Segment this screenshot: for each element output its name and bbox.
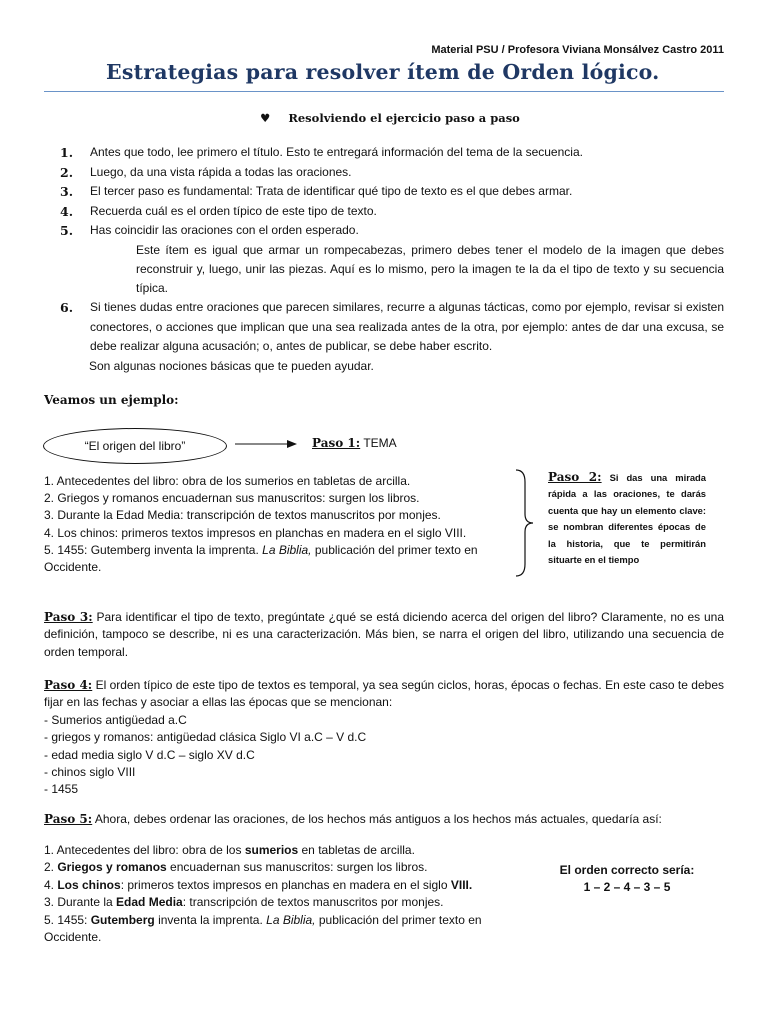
heart-icon: ♥ (260, 111, 271, 125)
paso5-label: Paso 5: (44, 812, 93, 826)
list-item: 4. Los chinos: primeros textos impresos en planchas en madera en el siglo VIII. (44, 525, 467, 540)
arrow-right-icon (235, 437, 297, 451)
list-item: 5. 1455: Gutemberg inventa la imprenta. La Biblia, publicación del primer texto en Occidente. (44, 542, 478, 575)
step-number: 5. (60, 223, 74, 239)
paso3 (44, 609, 724, 661)
paso2 (548, 469, 706, 568)
topic-text: “El origen del libro” (84, 439, 186, 453)
ordered-sentences (44, 842, 524, 946)
closing-note: Son algunas nociones básicas que te pueden ayudar. (89, 358, 374, 373)
list-item: - edad media siglo V d.C – siglo XV d.C (44, 747, 255, 762)
right-brace-icon (512, 468, 534, 578)
step-number: 4. (60, 203, 74, 219)
step-text: El tercer paso es fundamental: Trata de identificar qué tipo de texto es el que debes armar. (90, 184, 573, 199)
list-item (60, 163, 724, 183)
title-divider (44, 91, 724, 92)
list-item: 4. Los chinos: primeros textos impresos en planchas en madera en el siglo VIII. (44, 877, 473, 892)
paso5-text: Ahora, debes ordenar las oraciones, de los hechos más antiguos a los hechos más actuales, quedaría así: (92, 812, 662, 826)
steps-list (60, 143, 724, 376)
list-item (60, 182, 724, 202)
document-header: Material PSU / Profesora Viviana Monsálvez Castro 2011 (431, 44, 724, 56)
step-number: 1. (60, 145, 74, 160)
example-heading: Veamos un ejemplo: (44, 393, 179, 407)
list-item: - chinos siglo VIII (44, 765, 136, 780)
arrow-bullet-icon (102, 241, 136, 298)
list-item: 3. Durante la Edad Media: transcripción de textos manuscritos por monjes. (44, 895, 444, 910)
paso2-text: Si das una mirada rápida a las oraciones, te darás cuenta que hay un elemento clave: se nombran diferentes épocas de la historia, que te permitirán situarte en el tiempo (548, 472, 706, 566)
list-item: - 1455 (44, 782, 79, 797)
list-item: 3. Durante la Edad Media: transcripción de textos manuscritos por monjes. (44, 508, 441, 523)
step-text: Si tienes dudas entre oraciones que parecen similares, recurre a algunas tácticas, como por ejemplo, revisar si existen conectores, o acciones que implican que una sea realizada antes de la otra, por ejemplo: antes de dar una excusa, se debe realizar alguna acusación; o, antes de publicar, se debe haber escrito. (90, 299, 724, 354)
list-item: 1. Antecedentes del libro: obra de los sumerios en tabletas de arcilla. (44, 474, 411, 488)
list-item: - griegos y romanos: antigüedad clásica Siglo VI a.C – V d.C (44, 730, 367, 745)
paso4 (44, 677, 724, 799)
bullet-text: Este ítem es igual que armar un rompecabezas, primero debes tener el modelo de la imagen que debes reconstruir y, luego, unir las piezas. Aquí es lo mismo, pero la imagen te la da el tipo de texto y su secuencia típica. (136, 242, 724, 295)
example-sentences (44, 473, 510, 576)
list-item (60, 221, 724, 241)
paso4-label: Paso 4: (44, 678, 93, 692)
sub-bullet (102, 241, 724, 298)
step-text: Luego, da una vista rápida a todas las oraciones. (90, 164, 352, 179)
paso4-text: El orden típico de este tipo de textos es temporal, ya sea según ciclos, horas, épocas o fechas. En este caso te debes fijar en las fechas y asociar a ellas las épocas que se mencionan: (44, 678, 724, 710)
paso2-label: Paso 2: (548, 470, 602, 484)
step-text: Recuerda cuál es el orden típico de este tipo de texto. (90, 203, 377, 218)
list-item: 2. Griegos y romanos encuadernan sus manuscritos: surgen los libros. (44, 491, 420, 506)
correct-order-title: El orden correcto sería: (559, 863, 695, 877)
list-item: - Sumerios antigüedad a.C (44, 712, 187, 727)
correct-order-box (524, 862, 730, 896)
subtitle-text: Resolviendo el ejercicio paso a paso (288, 111, 520, 125)
step-number: 2. (60, 164, 74, 180)
step-text: Has coincidir las oraciones con el orden esperado. (90, 223, 359, 238)
step-text: Antes que todo, lee primero el título. Esto te entregará información del tema de la secuencia. (90, 145, 583, 159)
list-item (60, 143, 724, 163)
paso3-text: Para identificar el tipo de texto, pregúntate ¿qué se está diciendo acerca del origen del libro? Claramente, no es una definición, tampoco se describe, ni es una caracterización. Más bien, se narra el origen del libro, utilizando una secuencia de orden temporal. (44, 610, 725, 659)
paso3-label: Paso 3: (44, 610, 93, 624)
step-number: 6. (60, 299, 74, 315)
paso5 (44, 811, 724, 828)
list-item: 2. Griegos y romanos encuadernan sus manuscritos: surgen los libros. (44, 860, 428, 875)
list-item: 1. Antecedentes del libro: obra de los sumerios en tabletas de arcilla. (44, 843, 415, 857)
page-title: Estrategias para resolver ítem de Orden lógico. (106, 60, 660, 84)
list-item (60, 298, 724, 357)
paso1-label: Paso 1: (312, 436, 361, 450)
list-item (60, 202, 724, 222)
list-item: 5. 1455: Gutemberg inventa la imprenta. La Biblia, publicación del primer texto en Occidente. (44, 912, 482, 945)
section-subtitle (260, 111, 520, 125)
paso1-text: TEMA (360, 436, 397, 450)
paso1 (312, 436, 397, 450)
correct-order-value: 1 – 2 – 4 – 3 – 5 (583, 880, 671, 894)
step-number: 3. (60, 184, 74, 200)
topic-oval (43, 428, 227, 464)
